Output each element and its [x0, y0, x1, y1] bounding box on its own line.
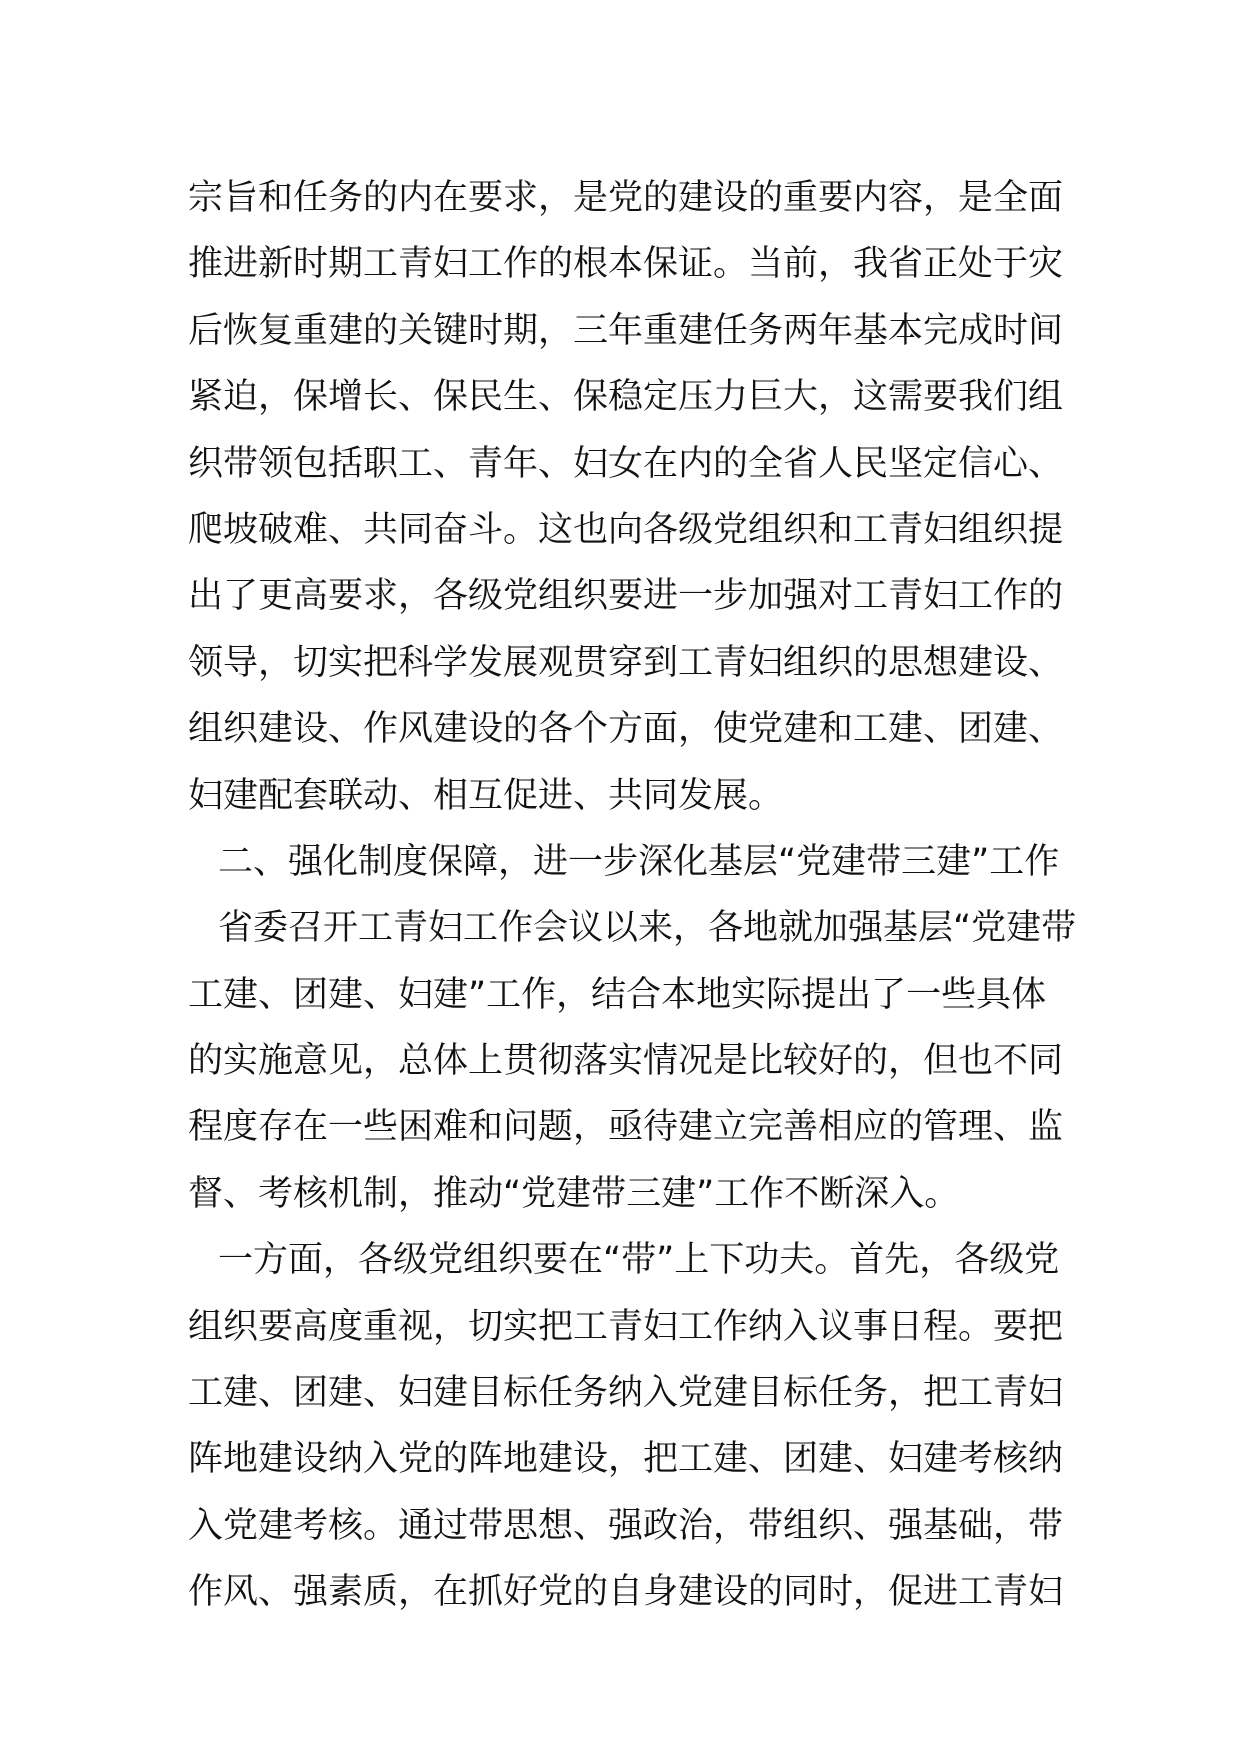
text-line: 阵地建设纳入党的阵地建设，把工建、团建、妇建考核纳: [188, 1439, 1064, 1480]
body-text: [188, 165, 1077, 1626]
text-line: 工建、团建、妇建目标任务纳入党建目标任务，把工青妇: [188, 1373, 1064, 1414]
text-line: 一方面，各级党组织要在“带”上下功夫。首先，各级党: [218, 1240, 1060, 1281]
text-line: 宗旨和任务的内在要求，是党的建设的重要内容，是全面: [188, 178, 1064, 218]
text-line: 省委召开工青妇工作会议以来，各地就加强基层“党建带: [218, 908, 1077, 949]
text-line: 推进新时期工青妇工作的根本保证。当前，我省正处于灾: [188, 244, 1064, 285]
text-line: 领导，切实把科学发展观贯穿到工青妇组织的思想建设、: [188, 642, 1064, 683]
text-line: 后恢复重建的关键时期，三年重建任务两年基本完成时间: [188, 310, 1064, 351]
text-line: 爬坡破难、共同奋斗。这也向各级党组织和工青妇组织提: [188, 509, 1064, 550]
text-line: 组织要高度重视，切实把工青妇工作纳入议事日程。要把: [188, 1306, 1064, 1347]
text-line: 入党建考核。通过带思想、强政治，带组织、强基础，带: [188, 1505, 1064, 1546]
text-line: 织带领包括职工、青年、妇女在内的全省人民坚定信心、: [188, 443, 1064, 484]
text-line: 程度存在一些困难和问题，亟待建立完善相应的管理、监: [188, 1107, 1064, 1148]
text-line: 工建、团建、妇建”工作，结合本地实际提出了一些具体: [188, 974, 1047, 1015]
text-line: 紧迫，保增长、保民生、保稳定压力巨大，这需要我们组: [188, 377, 1064, 418]
text-line: 作风、强素质，在抓好党的自身建设的同时，促进工青妇: [188, 1572, 1064, 1613]
section-heading: 二、强化制度保障，进一步深化基层“党建带三建”工作: [218, 841, 1060, 882]
text-line: 妇建配套联动、相互促进、共同发展。: [188, 775, 784, 816]
text-line: 的实施意见，总体上贯彻落实情况是比较好的，但也不同: [188, 1041, 1064, 1082]
text-line: 出了更高要求，各级党组织要进一步加强对工青妇工作的: [188, 576, 1064, 617]
text-line: 组织建设、作风建设的各个方面，使党建和工建、团建、: [188, 709, 1064, 750]
text-line: 督、考核机制，推动“党建带三建”工作不断深入。: [188, 1173, 960, 1214]
